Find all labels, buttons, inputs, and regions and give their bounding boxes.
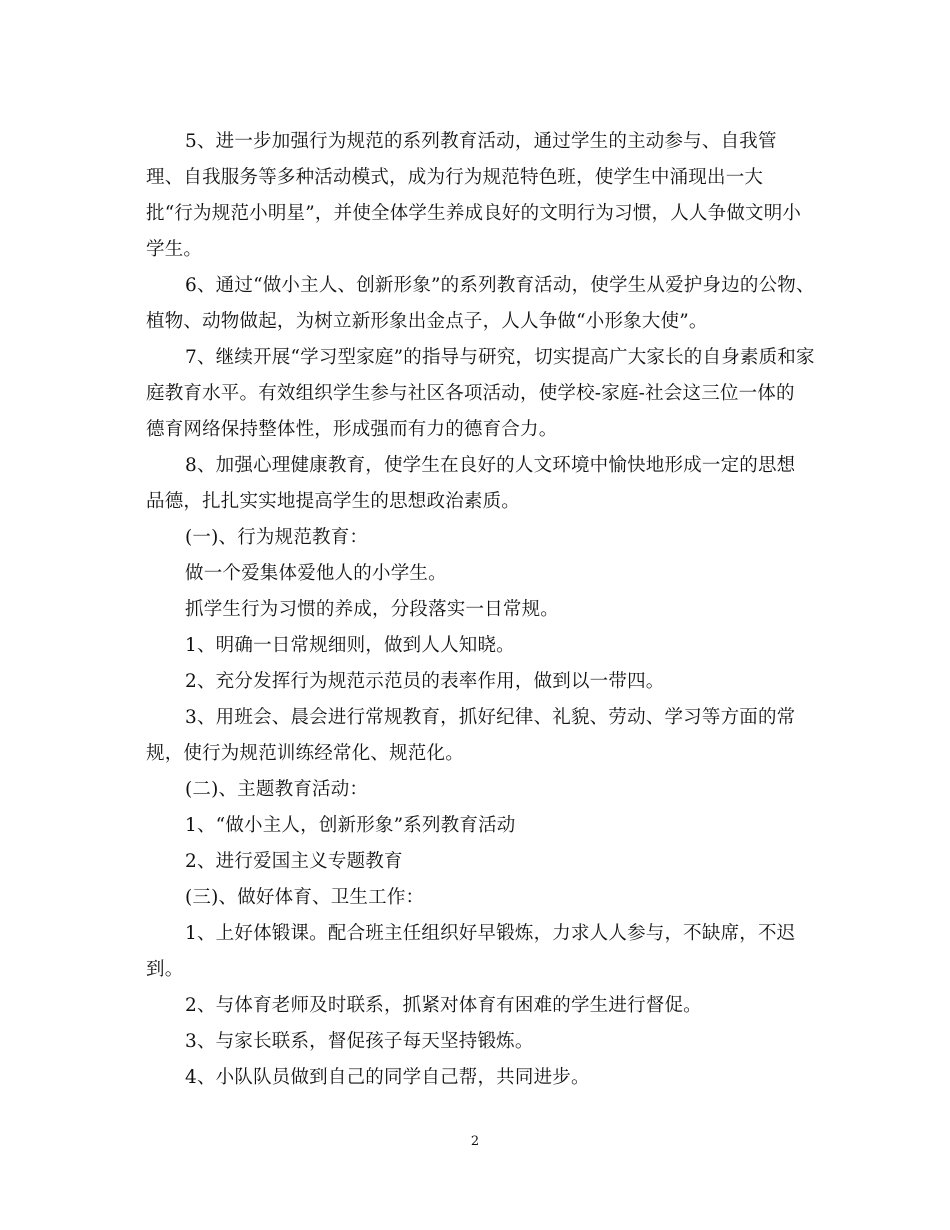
text-line: 做一个爱集体爱他人的小学生。 (185, 563, 447, 584)
list-item (146, 916, 810, 988)
paragraph-6 (146, 268, 815, 340)
text-line: 3、用班会、晨会进行常规教育，抓好纪律、礼貌、劳动、学习等方面的常 (185, 707, 796, 728)
text-line: 庭教育水平。有效组织学生参与社区各项活动，使学校-家庭-社会这三位一体的 (146, 383, 795, 404)
document-body (146, 124, 815, 1096)
text-line: 学生。 (146, 239, 203, 260)
section-heading-sports: (三)、做好体育、卫生工作： (185, 887, 425, 908)
list-item: 1、明确一日常规细则，做到人人知晓。 (185, 635, 515, 656)
text-line: 理、自我服务等多种活动模式，成为行为规范特色班，使学生中涌现出一大 (146, 167, 764, 188)
text-line: 德育网络保持整体性，形成强而有力的德育合力。 (146, 419, 558, 440)
text-line: 植物、动物做起，为树立新形象出金点子，人人争做“小形象大使”。 (146, 311, 708, 332)
section-heading-behavior: (一)、行为规范教育： (185, 527, 369, 548)
list-item: 2、与体育老师及时联系，抓紧对体育有困难的学生进行督促。 (185, 995, 702, 1016)
text-line: 6、通过“做小主人、创新形象”的系列教育活动，使学生从爱护身边的公物、 (185, 275, 815, 296)
text-line: 抓学生行为习惯的养成，分段落实一日常规。 (185, 599, 560, 620)
paragraph-8 (146, 448, 810, 520)
text-line: 7、继续开展“学习型家庭”的指导与研究，切实提高广大家长的自身素质和家 (185, 347, 815, 368)
text-line: 规，使行为规范训练经常化、规范化。 (146, 743, 464, 764)
list-item: 3、与家长联系，督促孩子每天坚持锻炼。 (185, 1031, 534, 1052)
text-line: 1、上好体锻课。配合班主任组织好早锻炼，力求人人参与，不缺席，不迟 (185, 923, 796, 944)
text-line: 8、加强心理健康教育，使学生在良好的人文环境中愉快地形成一定的思想 (185, 455, 796, 476)
text-line: 5、进一步加强行为规范的系列教育活动，通过学生的主动参与、自我管 (185, 131, 777, 152)
text-line: 批“行为规范小明星”，并使全体学生养成良好的文明行为习惯，人人争做文明小 (146, 203, 802, 224)
page-number: 2 (470, 1134, 480, 1149)
paragraph-7 (146, 340, 815, 448)
text-line: 到。 (146, 959, 184, 980)
list-item: 4、小队队员做到自己的同学自己帮，共同进步。 (185, 1067, 590, 1088)
paragraph-5 (146, 124, 810, 268)
section-heading-theme: (二)、主题教育活动： (185, 779, 369, 800)
text-line: 品德，扎扎实实地提高学生的思想政治素质。 (146, 491, 521, 512)
list-item: 2、进行爱国主义专题教育 (185, 851, 403, 872)
list-item (146, 700, 810, 772)
list-item: 2、充分发挥行为规范示范员的表率作用，做到以一带四。 (185, 671, 665, 692)
list-item: 1、“做小主人，创新形象”系列教育活动 (185, 815, 516, 836)
